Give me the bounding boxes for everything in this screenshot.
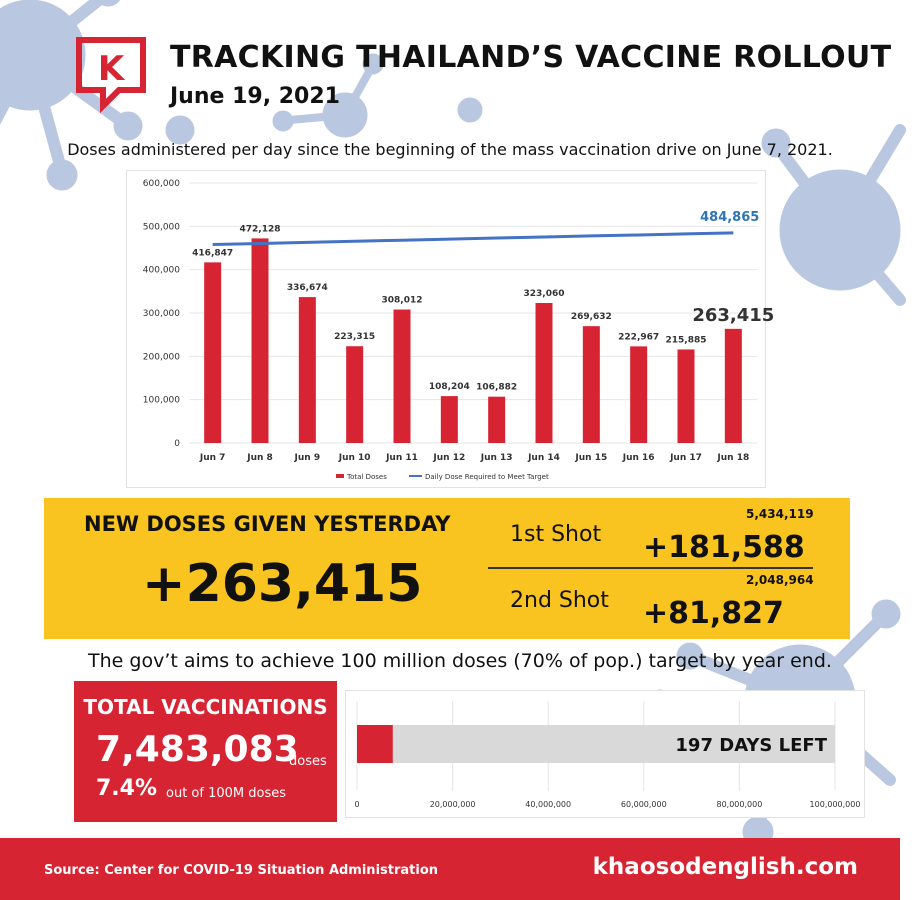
total-vaccinations-title: TOTAL VACCINATIONS xyxy=(83,695,328,719)
bar-total-doses xyxy=(441,396,458,443)
bar-total-doses xyxy=(299,297,316,443)
footer xyxy=(0,838,900,900)
second-shot-label: 2nd Shot xyxy=(510,588,609,613)
x-tick-label: Jun 8 xyxy=(247,453,273,463)
khaosod-logo xyxy=(73,34,149,110)
y-tick-label: 600,000 xyxy=(142,179,180,189)
x-tick-label: Jun 17 xyxy=(670,453,702,463)
bar-total-doses xyxy=(536,303,553,443)
total-vaccinations-percent-note: out of 100M doses xyxy=(166,786,286,801)
total-vaccinations-unit: doses xyxy=(289,754,327,769)
chart-description: Doses administered per day since the beginning of the mass vaccination drive on June 7, 2021. xyxy=(67,140,833,159)
shot-divider xyxy=(488,567,813,569)
bar-data-label: 336,674 xyxy=(286,283,328,294)
x-tick-label: 100,000,000 xyxy=(809,800,861,809)
bar-data-label: 106,882 xyxy=(476,382,518,393)
new-doses-value: +263,415 xyxy=(142,554,423,614)
x-tick-label: Jun 9 xyxy=(294,453,321,463)
bar-total-doses xyxy=(394,310,411,443)
bar-data-label: 323,060 xyxy=(523,289,565,300)
bar-data-label: 263,415 xyxy=(692,304,775,326)
bar-total-doses xyxy=(725,329,742,443)
bar-total-doses xyxy=(252,238,269,443)
bar-data-label: 215,885 xyxy=(665,335,707,346)
bar-total-doses xyxy=(678,349,695,443)
bar-data-label: 416,847 xyxy=(192,248,234,259)
x-tick-label: Jun 13 xyxy=(480,453,513,463)
progress-fill xyxy=(357,725,393,763)
bar-data-label: 308,012 xyxy=(381,295,423,306)
first-shot-label: 1st Shot xyxy=(510,522,602,547)
y-tick-label: 400,000 xyxy=(142,265,180,276)
x-tick-label: Jun 14 xyxy=(528,453,560,463)
bar-total-doses xyxy=(583,326,600,443)
y-tick-label: 300,000 xyxy=(142,309,180,319)
y-tick-label: 200,000 xyxy=(142,352,180,363)
bar-total-doses xyxy=(204,262,221,443)
page-date: June 19, 2021 xyxy=(170,84,340,109)
first-shot-total: 5,434,119 xyxy=(746,507,814,521)
x-tick-label: 80,000,000 xyxy=(716,800,763,809)
x-tick-label: 0 xyxy=(354,800,360,809)
site-link[interactable]: khaosodenglish.com xyxy=(592,854,858,880)
x-tick-label: Jun 18 xyxy=(717,453,750,463)
legend-swatch-total-doses xyxy=(336,474,344,478)
second-shot-total: 2,048,964 xyxy=(746,573,814,587)
total-vaccinations-number: 7,483,083 xyxy=(96,729,299,770)
first-shot-value: +181,588 xyxy=(643,530,805,565)
x-tick-label: 40,000,000 xyxy=(525,800,572,809)
x-tick-label: Jun 12 xyxy=(433,453,466,463)
total-vaccinations-panel xyxy=(74,681,337,822)
x-tick-label: 20,000,000 xyxy=(429,800,476,809)
new-doses-panel xyxy=(44,498,850,639)
bar-data-label: 269,632 xyxy=(570,312,612,323)
progress-chart-svg xyxy=(346,691,864,817)
source-note: Source: Center for COVID-19 Situation Administration xyxy=(44,863,439,878)
second-shot-value: +81,827 xyxy=(643,596,784,631)
x-tick-label: Jun 11 xyxy=(386,453,418,463)
bar-data-label: 222,967 xyxy=(618,332,660,343)
target-end-label: 484,865 xyxy=(700,209,760,225)
x-tick-label: Jun 10 xyxy=(338,453,371,463)
x-tick-label: 60,000,000 xyxy=(620,800,667,809)
daily-doses-chart xyxy=(126,170,775,488)
days-left-label: 197 DAYS LEFT xyxy=(675,735,827,756)
legend-label-target: Daily Dose Required to Meet Target xyxy=(425,473,549,481)
bar-total-doses xyxy=(346,346,363,443)
y-tick-label: 500,000 xyxy=(142,222,180,233)
x-tick-label: Jun 16 xyxy=(622,453,655,463)
logo-letter: K xyxy=(97,49,125,89)
new-doses-title: NEW DOSES GIVEN YESTERDAY xyxy=(84,512,451,536)
x-tick-label: Jun 7 xyxy=(199,453,226,463)
y-tick-label: 0 xyxy=(174,439,180,449)
daily-doses-chart-svg xyxy=(127,171,775,487)
target-line xyxy=(213,233,734,245)
y-tick-label: 100,000 xyxy=(142,395,180,406)
bar-data-label: 472,128 xyxy=(239,224,281,235)
bar-data-label: 108,204 xyxy=(428,382,470,393)
total-vaccinations-percent: 7.4% xyxy=(96,776,158,801)
bar-data-label: 223,315 xyxy=(334,332,376,343)
x-tick-label: Jun 15 xyxy=(575,453,608,463)
page-title: TRACKING THAILAND’S VACCINE ROLLOUT xyxy=(170,40,892,75)
target-statement: The gov’t aims to achieve 100 million doses (70% of pop.) target by year end. xyxy=(88,650,832,672)
bar-total-doses xyxy=(488,397,505,443)
legend-label-total-doses: Total Doses xyxy=(347,473,387,481)
progress-chart xyxy=(345,690,865,818)
bar-total-doses xyxy=(630,346,647,443)
